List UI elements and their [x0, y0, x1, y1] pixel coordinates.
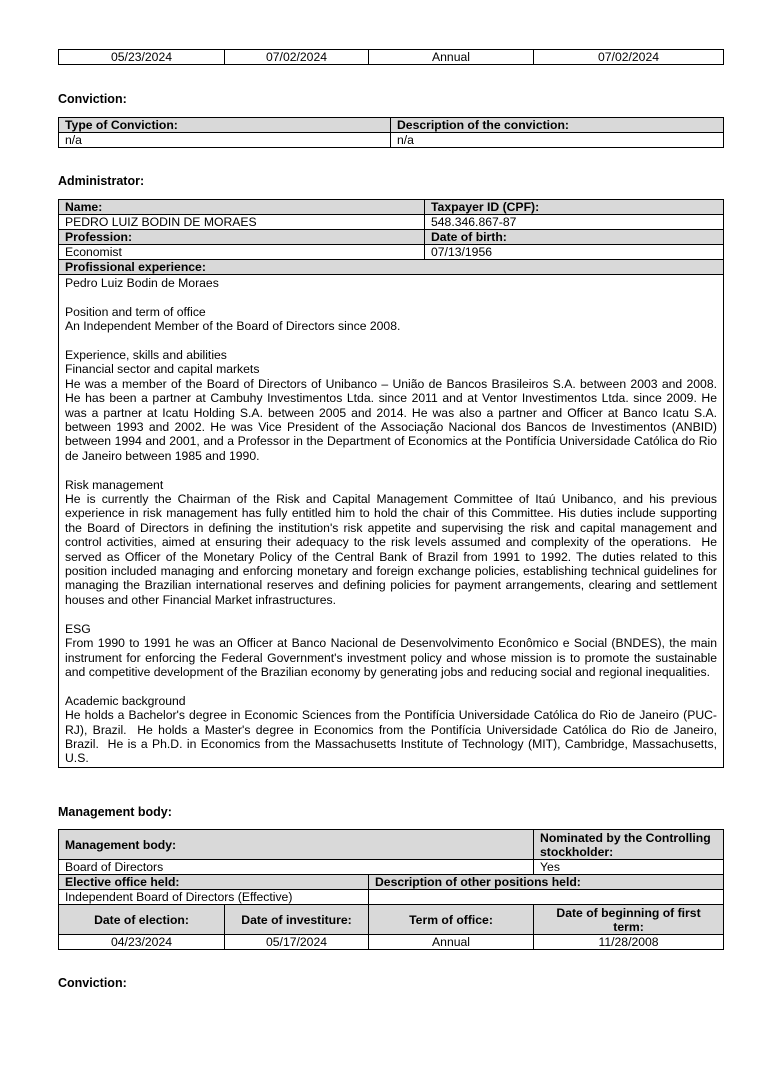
- nominated-label: Nominated by the Controlling stockholder:: [534, 830, 724, 860]
- administrator-table: [58, 199, 724, 768]
- experience-paragraph: From 1990 to 1991 he was an Officer at Banco Nacional de Desenvolvimento Econômico e Social (BNDES), the main instrument for enforcing the Federal Government's investment policy and whose mission is to promote the sustainable and competitive development of the Brazilian economy by generating jobs and reducing social and regional inequalities.: [65, 636, 721, 679]
- dob-value: 07/13/1956: [425, 245, 724, 260]
- cpf-value: 548.346.867-87: [425, 215, 724, 230]
- term-office-header: Term of office:: [369, 905, 534, 935]
- previous-dates-table: [58, 49, 724, 65]
- first-term-value: 11/28/2008: [534, 935, 724, 950]
- profession-value: Economist: [59, 245, 425, 260]
- experience-paragraph: Pedro Luiz Bodin de Moraes: [65, 276, 219, 290]
- conviction-description-value: n/a: [391, 133, 724, 148]
- top-term: Annual: [369, 50, 534, 65]
- elective-office-value: Independent Board of Directors (Effective): [59, 890, 369, 905]
- name-value: PEDRO LUIZ BODIN DE MORAES: [59, 215, 425, 230]
- conviction-type-value: n/a: [59, 133, 391, 148]
- experience-text: [65, 276, 721, 766]
- experience-spacer: [65, 334, 717, 348]
- experience-paragraph: Financial sector and capital markets: [65, 362, 260, 377]
- experience-paragraph: Academic background: [65, 693, 186, 708]
- dob-label: Date of birth:: [425, 230, 724, 245]
- experience-paragraph: He holds a Bachelor's degree in Economic Sciences from the Pontifícia Universidade Católica do Rio de Janeiro (PUC-RJ), Brazil. He holds a Master's degree in Economics from the Pontifícia Universidade Católica do Rio de Janeiro, Brazil. He is a Ph.D. in Economics from the Massachusetts Institute of Technology (MIT), Cambridge, Massachusetts, U.S.: [65, 708, 721, 766]
- date-investiture-header: Date of investiture:: [225, 905, 369, 935]
- experience-cell: [59, 275, 724, 768]
- experience-spacer: [65, 607, 717, 621]
- conviction-table: [58, 117, 724, 148]
- name-label: Name:: [59, 200, 425, 215]
- experience-paragraph: Experience, skills and abilities: [65, 348, 227, 362]
- cpf-label: Taxpayer ID (CPF):: [425, 200, 724, 215]
- other-positions-value: [369, 890, 724, 905]
- experience-spacer: [65, 463, 717, 477]
- administrator-heading: Administrator:: [58, 174, 145, 188]
- date-election-value: 04/23/2024: [59, 935, 225, 950]
- management-heading: Management body:: [58, 805, 172, 819]
- top-date-election: 05/23/2024: [59, 50, 225, 65]
- profession-label: Profession:: [59, 230, 425, 245]
- experience-paragraph: Position and term of office: [65, 304, 206, 319]
- other-positions-label: Description of other positions held:: [369, 875, 724, 890]
- conviction-description-header: Description of the conviction:: [391, 118, 724, 133]
- conviction-heading-2: Conviction:: [58, 976, 127, 990]
- experience-paragraph: He is currently the Chairman of the Risk and Capital Management Committee of Itaú Unibanco, and his previous experience in risk management has fully entitled him to hold the chair of this Committee. His duties include supporting the Board of Directors in defining the institution's risk appetite and supervising the risk and capital management and control activities, aimed at ensuring their adequacy to the risk levels assumed and complexity of the operations. He served as Officer of the Monetary Policy of the Central Bank of Brazil from 1991 to 1992. The duties related to this position included managing and enforcing monetary and foreign exchange policies, establishing technical guidelines for managing the Brazilian international reserves and defining policies for payment arrangements, clearing and settlement houses and other Financial Market infrastructures.: [65, 492, 721, 607]
- top-first-term: 07/02/2024: [534, 50, 724, 65]
- elective-office-label: Elective office held:: [59, 875, 369, 890]
- management-body-label: Management body:: [59, 830, 534, 860]
- experience-paragraph: An Independent Member of the Board of Directors since 2008.: [65, 319, 401, 334]
- date-election-header: Date of election:: [59, 905, 225, 935]
- conviction-heading: Conviction:: [58, 92, 127, 106]
- experience-spacer: [65, 679, 717, 693]
- first-term-header: Date of beginning of first term:: [534, 905, 724, 935]
- conviction-type-header: Type of Conviction:: [59, 118, 391, 133]
- top-date-investiture: 07/02/2024: [225, 50, 369, 65]
- term-office-value: Annual: [369, 935, 534, 950]
- management-body-value: Board of Directors: [59, 860, 534, 875]
- experience-spacer: [65, 290, 717, 304]
- experience-paragraph: He was a member of the Board of Directors of Unibanco – União de Bancos Brasileiros S.A. between 2003 and 2008. He has been a partner at Cambuhy Investimentos Ltda. since 2011 and at Ventor Investimentos Ltda. since 2009. He was a partner at Icatu Holding S.A. between 2005 and 2014. He was also a partner and Officer at Banco Icatu S.A. between 1993 and 2002. He was Vice President of the Associação Nacional dos Bancos de Investimentos (ANBID) between 1994 and 2001, and a Professor in the Department of Economics at the Pontifícia Universidade Católica do Rio de Janeiro between 1985 and 1990.: [65, 376, 721, 463]
- experience-paragraph: Risk management: [65, 477, 164, 492]
- management-table: [58, 829, 724, 950]
- date-investiture-value: 05/17/2024: [225, 935, 369, 950]
- nominated-value: Yes: [534, 860, 724, 875]
- experience-paragraph: ESG: [65, 621, 91, 636]
- experience-label: Profissional experience:: [59, 260, 724, 275]
